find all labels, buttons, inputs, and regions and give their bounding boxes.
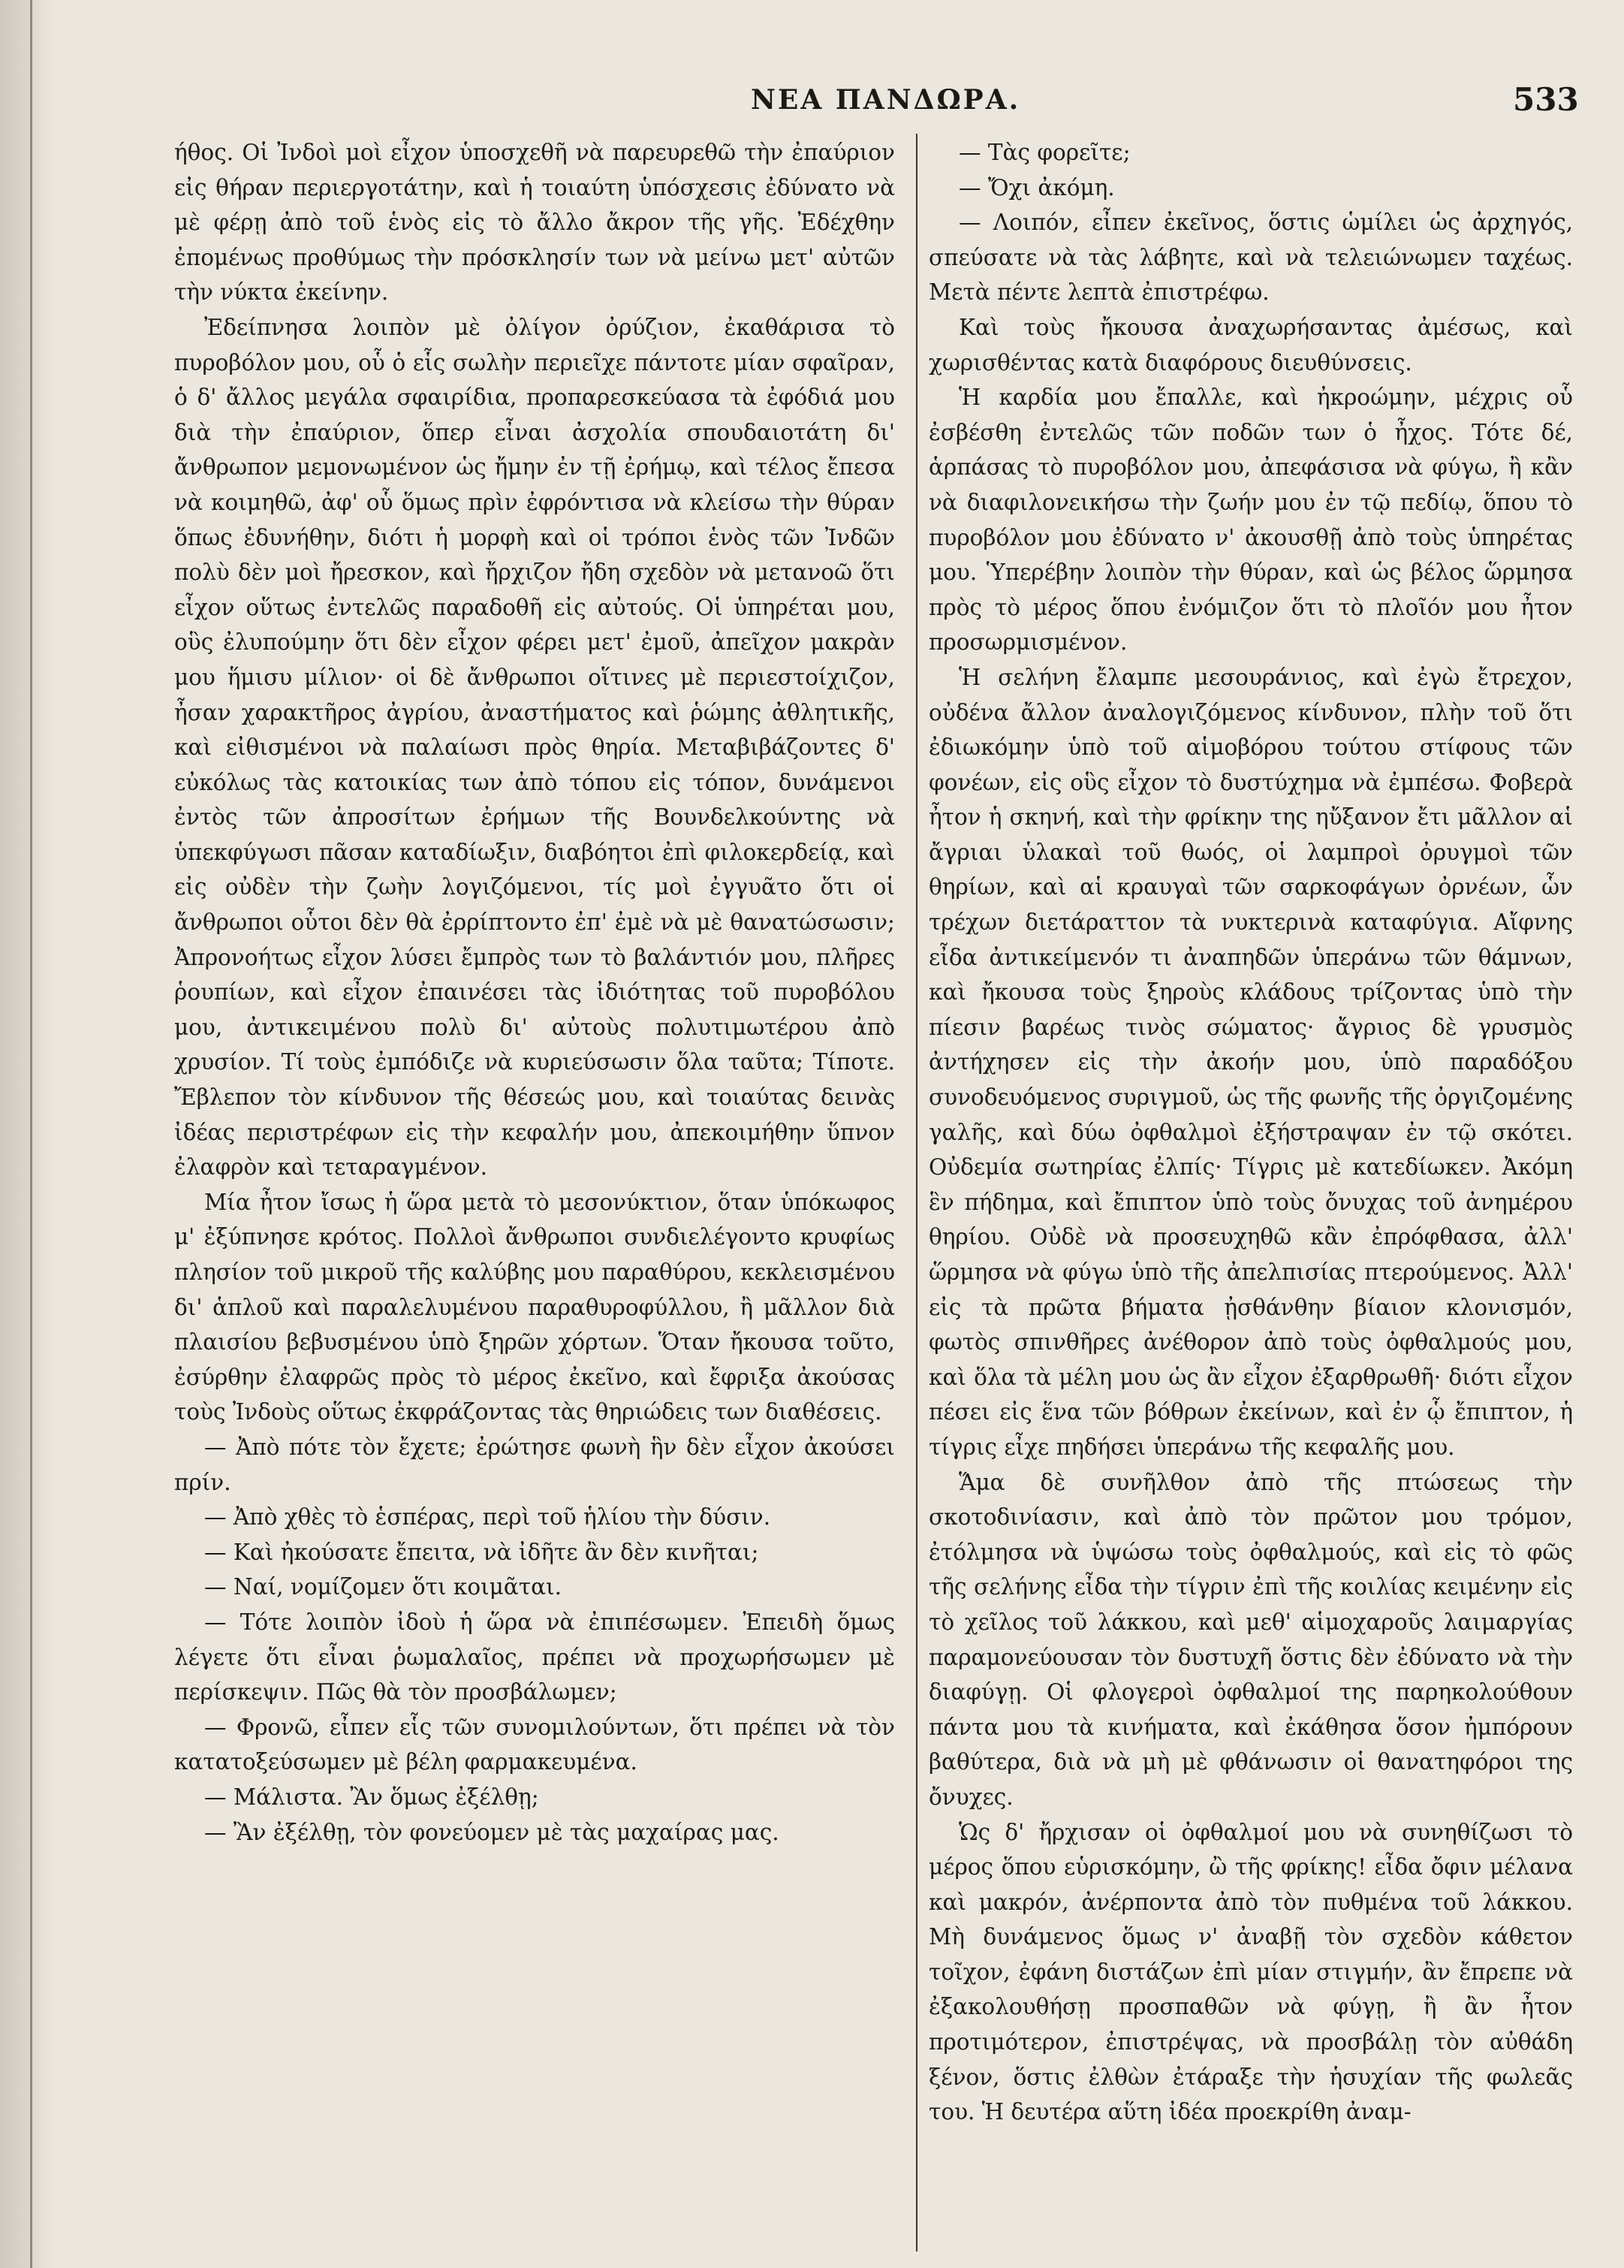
dialogue-line: — Τότε λοιπὸν ἰδοὺ ἡ ὥρα νὰ ἐπιπέσωμεν. Ἐπειδὴ ὅμως λέγετε ὅτι εἶναι ῥωμαλαῖος, πρέπει νὰ προχωρήσωμεν μὲ περίσκεψιν. Πῶς θὰ τὸν προσβάλωμεν; (174, 1609, 895, 1706)
dialogue-line: — Ναί, νομίζομεν ὅτι κοιμᾶται. (204, 1574, 562, 1600)
dialogue-line: — Τὰς φορεῖτε; (959, 140, 1131, 165)
dialogue-line: — Ἂν ἐξέλθῃ, τὸν φονεύομεν μὲ τὰς μαχαίρας μας. (204, 1819, 779, 1845)
page-binding-shadow (0, 0, 53, 2268)
dialogue-line: — Φρονῶ, εἶπεν εἷς τῶν συνομιλούντων, ὅτι πρέπει νὰ τὸν κατατοξεύσωμεν μὲ βέλη φαρμακευμένα. (174, 1714, 895, 1775)
dialogue-line: — Ὄχι ἀκόμη. (959, 174, 1115, 201)
right-column (929, 135, 1573, 2253)
column-rule (916, 134, 917, 2251)
paragraph: Ἐδείπνησα λοιπὸν μὲ ὀλίγον ὀρύζιον, ἐκαθάρισα τὸ πυροβόλον μου, οὗ ὁ εἷς σωλὴν περιεῖχε πάντοτε μίαν σφαῖραν, ὁ δ' ἄλλος μεγάλα σφαιρίδια, προπαρεσκεύασα τὰ ἐφόδιά μου διὰ τὴν ἐπαύριον, ὅπερ εἶναι ἀσχολία σπουδαιοτάτη δι' ἄνθρωπον μεμονωμένον ὡς ἤμην ἐν τῇ ἐρήμῳ, καὶ τέλος ἔπεσα νὰ κοιμηθῶ, ἀφ' οὗ ὅμως πρὶν ἐφρόντισα νὰ κλείσω τὴν θύραν ὅπως ἐδυνήθην, διότι ἡ μορφὴ καὶ οἱ τρόποι ἑνὸς τῶν Ἰνδῶν πολὺ δὲν μοὶ ἤρεσκον, καὶ ἤρχιζον ἤδη σχεδὸν νὰ μετανοῶ ὅτι εἶχον οὕτως ἐντελῶς παραδοθῆ εἰς αὐτούς. Οἱ ὑπηρέται μου, οὓς ἐλυπούμην ὅτι δὲν εἶχον φέρει μετ' ἐμοῦ, ἀπεῖχον μακρὰν μου ἥμισυ μίλιον· οἱ δὲ ἄνθρωποι οἵτινες μὲ περιεστοίχιζον, ἦσαν χαρακτῆρος ἀγρίου, ἀναστήματος καὶ ῥώμης ἀθλητικῆς, καὶ εἰθισμένοι νὰ παλαίωσι πρὸς θηρία. Μεταβιβάζοντες δ' εὐκόλως τὰς κατοικίας των ἀπὸ τόπου εἰς τόπον, δυνάμενοι ἐντὸς τῶν ἀπροσίτων ἐρήμων τῆς Βουνδελκούντης νὰ ὑπεκφύγωσι πᾶσαν καταδίωξιν, διαβόητοι ἐπὶ φιλοκερδείᾳ, καὶ εἰς οὐδὲν τὴν ζωὴν λογιζόμενοι, τίς μοὶ ἐγγυᾶτο ὅτι οἱ ἄνθρωποι οὗτοι δὲν θὰ ἐρρίπτοντο ἐπ' ἐμὲ νὰ μὲ θανατώσωσιν; Ἀπρονοήτως εἶχον λύσει ἔμπρὸς των τὸ βαλάντιόν μου, πλῆρες ῥουπίων, καὶ εἶχον ἐπαινέσει τὰς ἰδιότητας τοῦ πυροβόλου μου, ἀντικειμένου πολὺ δι' αὐτοὺς πολυτιμωτέρου ἀπὸ χρυσίον. Τί τοὺς ἐμπόδιζε νὰ κυριεύσωσιν ὅλα ταῦτα; Τίποτε. Ἔβλεπον τὸν κίνδυνον τῆς θέσεώς μου, καὶ τοιαύτας δεινὰς ἰδέας περιστρέφων εἰς τὴν κεφαλήν μου, ἀπεκοιμήθην ὕπνον ἐλαφρὸν καὶ τεταραγμένον. (174, 314, 895, 1181)
paragraph: Καὶ τοὺς ἤκουσα ἀναχωρήσαντας ἀμέσως, καὶ χωρισθέντας κατὰ διαφόρους διευθύνσεις. (929, 314, 1573, 375)
paragraph: Ἅμα δὲ συνῆλθον ἀπὸ τῆς πτώσεως τὴν σκοτοδινίασιν, καὶ ἀπὸ τὸν πρῶτον μου τρόμον, ἐτόλμησα νὰ ὑψώσω τοὺς ὀφθαλμούς, καὶ εἰς τὸ φῶς τῆς σελήνης εἶδα τὴν τίγριν ἐπὶ τῆς κοιλίας κειμένην εἰς τὸ χεῖλος τοῦ λάκκου, καὶ μεθ' αἱμοχαροῦς λαιμαργίας παραμονεύουσαν τὸν δυστυχῆ ὅστις δὲν ἐδύνατο νὰ τὴν διαφύγῃ. Οἱ φλογεροὶ ὀφθαλμοί της παρηκολούθουν πάντα μου τὰ κινήματα, καὶ ἐκάθησα ὅσον ἠμπόρουν βαθύτερα, διὰ νὰ μὴ μὲ φθάνωσιν οἱ θανατηφόροι της ὄνυχες. (929, 1469, 1573, 1810)
dialogue-line: — Καὶ ἠκούσατε ἔπειτα, νὰ ἰδῆτε ἂν δὲν κινῆται; (204, 1539, 759, 1565)
left-column (174, 135, 895, 2253)
paragraph: ήθος. Οἱ Ἰνδοὶ μοὶ εἶχον ὑποσχεθῆ νὰ παρευρεθῶ τὴν ἐπαύριον εἰς θήραν περιεργοτάτην, καὶ ἡ τοιαύτη ὑπόσχεσις ἐδύνατο νὰ μὲ φέρῃ ἀπὸ τοῦ ἑνὸς εἰς τὸ ἄλλο ἄκρον τῆς γῆς. Ἐδέχθην ἐπομένως προθύμως τὴν πρόσκλησίν των νὰ μείνω μετ' αὐτῶν τὴν νύκτα ἐκείνην. (174, 140, 895, 306)
dialogue-line: — Λοιπόν, εἶπεν ἐκεῖνος, ὅστις ὡμίλει ὡς ἀρχηγός, σπεύσατε νὰ τὰς λάβητε, καὶ νὰ τελειώνωμεν ταχέως. Μετὰ πέντε λεπτὰ ἐπιστρέφω. (929, 210, 1573, 306)
dialogue-line: — Ἀπὸ χθὲς τὸ ἑσπέρας, περὶ τοῦ ἡλίου τὴν δύσιν. (204, 1504, 771, 1531)
paragraph: Ἡ καρδία μου ἔπαλλε, καὶ ἠκροώμην, μέχρις οὗ ἐσβέσθη ἐντελῶς τῶν ποδῶν των ὁ ἦχος. Τότε δέ, ἁρπάσας τὸ πυροβόλον μου, ἀπεφάσισα νὰ φύγω, ἢ κἂν νὰ διαφιλονεικήσω τὴν ζωήν μου ἐν τῷ πεδίῳ, ὅπου τὸ πυροβόλον μου ἐδύνατο ν' ἀκουσθῇ ἀπὸ τοὺς ὑπηρέτας μου. Ὑπερέβην λοιπὸν τὴν θύραν, καὶ ὡς βέλος ὥρμησα πρὸς τὸ μέρος ὅπου ἐνόμιζον ὅτι τὸ πλοῖόν μου ἦτον προσωρμισμένον. (929, 385, 1573, 656)
running-title: ΝΕΑ ΠΑΝΔΩΡΑ. (751, 84, 1021, 116)
paragraph: Ὡς δ' ἤρχισαν οἱ ὀφθαλμοί μου νὰ συνηθίζωσι τὸ μέρος ὅπου εὑρισκόμην, ὢ τῆς φρίκης! εἶδα ὄφιν μέλανα καὶ μακρόν, ἀνέρποντα ἀπὸ τὸν πυθμένα τοῦ λάκκου. Μὴ δυνάμενος ὅμως ν' ἀναβῇ τὸν σχεδὸν κάθετον τοῖχον, ἐφάνη διστάζων ἐπὶ μίαν στιγμήν, ἂν ἔπρεπε νὰ ἐξακολουθήσῃ προσπαθῶν νὰ φύγῃ, ἢ ἂν ἦτον προτιμότερον, ἐπιστρέψας, νὰ προσβάλῃ τὸν αὐθάδη ξένον, ὅστις ἐλθὼν ἐτάραξε τὴν ἡσυχίαν τῆς φωλεᾶς του. Ἡ δευτέρα αὕτη ἰδέα προεκρίθη ἀναμ- (929, 1819, 1573, 2125)
paragraph: Ἡ σελήνη ἔλαμπε μεσουράνιος, καὶ ἐγὼ ἔτρεχον, οὐδένα ἄλλον ἀναλογιζόμενος κίνδυνον, πλὴν τοῦ ὅτι ἐδιωκόμην ὑπὸ τοῦ αἱμοβόρου τούτου στίφους τῶν φονέων, εἰς οὓς εἶχον τὸ δυστύχημα νὰ ἐμπέσω. Φοβερὰ ἦτον ἡ σκηνή, καὶ τὴν φρίκην της ηὔξανον ἔτι μᾶλλον αἱ ἄγριαι ὑλακαὶ τοῦ θωός, οἱ λαμπροὶ ὀρυγμοὶ τῶν θηρίων, καὶ αἱ κραυγαὶ τῶν σαρκοφάγων ὀρνέων, ὧν τρέχων διετάραττον τὰ νυκτερινὰ καταφύγια. Αἴφνης εἶδα ἀντικείμενόν τι ἀναπηδῶν ὑπεράνω τῶν θάμνων, καὶ ἤκουσα τοὺς ξηροὺς κλάδους τρίζοντας ὑπὸ τὴν πίεσιν βαρέως τινὸς σώματος· ἄγριος δὲ γρυσμὸς ἀντήχησεν εἰς τὴν ἀκοήν μου, ὑπὸ παραδόξου συνοδευόμενος συριγμοῦ, ὡς τῆς φωνῆς τῆς ὀργιζομένης γαλῆς, καὶ δύω ὀφθαλμοὶ ἐξήστραψαν ἐν τῷ σκότει. Οὐδεμία σωτηρίας ἐλπίς· Τίγρις μὲ κατεδίωκεν. Ἀκόμη ἓν πήδημα, καὶ ἔπιπτον ὑπὸ τοὺς ὄνυχας τοῦ ἀνημέρου θηρίου. Οὐδὲ νὰ προσευχηθῶ κἂν ἐπρόφθασα, ἀλλ' ὥρμησα νὰ φύγω ὑπὸ τῆς ἀπελπισίας πτερούμενος. Ἀλλ' εἰς τὰ πρῶτα βήματα ᾐσθάνθην βίαιον κλονισμόν, φωτὸς σπινθῆρες ἀνέθορον ἀπὸ τοὺς ὀφθαλμούς μου, καὶ ὅλα τὰ μέλη μου ὡς ἂν εἶχον ἐξαρθρωθῆ· διότι εἶχον πέσει εἰς ἕνα τῶν βόθρων ἐκείνων, καὶ ἐν ᾧ ἔπιπτον, ἡ τίγρις εἶχε πηδήσει ὑπεράνω τῆς κεφαλῆς μου. (929, 664, 1573, 1460)
page-number: 533 (1513, 81, 1579, 118)
dialogue-line: — Ἀπὸ πότε τὸν ἔχετε; ἐρώτησε φωνὴ ἣν δὲν εἶχον ἀκούσει πρίν. (174, 1434, 895, 1495)
dialogue-line: — Μάλιστα. Ἂν ὅμως ἐξέλθῃ; (204, 1784, 539, 1810)
binding-line (30, 0, 32, 2268)
paragraph: Μία ἦτον ἴσως ἡ ὥρα μετὰ τὸ μεσονύκτιον, ὅταν ὑπόκωφος μ' ἐξύπνησε κρότος. Πολλοὶ ἄνθρωποι συνδιελέγοντο κρυφίως πλησίον τοῦ μικροῦ τῆς καλύβης μου παραθύρου, κεκλεισμένου δι' ἁπλοῦ καὶ παραλελυμένου παραθυροφύλλου, ἢ μᾶλλον διὰ πλαισίου βεβυσμένου ὑπὸ ξηρῶν χόρτων. Ὅταν ἤκουσα τοῦτο, ἐσύρθην ἐλαφρῶς πρὸς τὸ μέρος ἐκεῖνο, καὶ ἔφριξα ἀκούσας τοὺς Ἰνδοὺς οὕτως ἐκφράζοντας τὰς θηριώδεις των διαθέσεις. (174, 1189, 895, 1425)
